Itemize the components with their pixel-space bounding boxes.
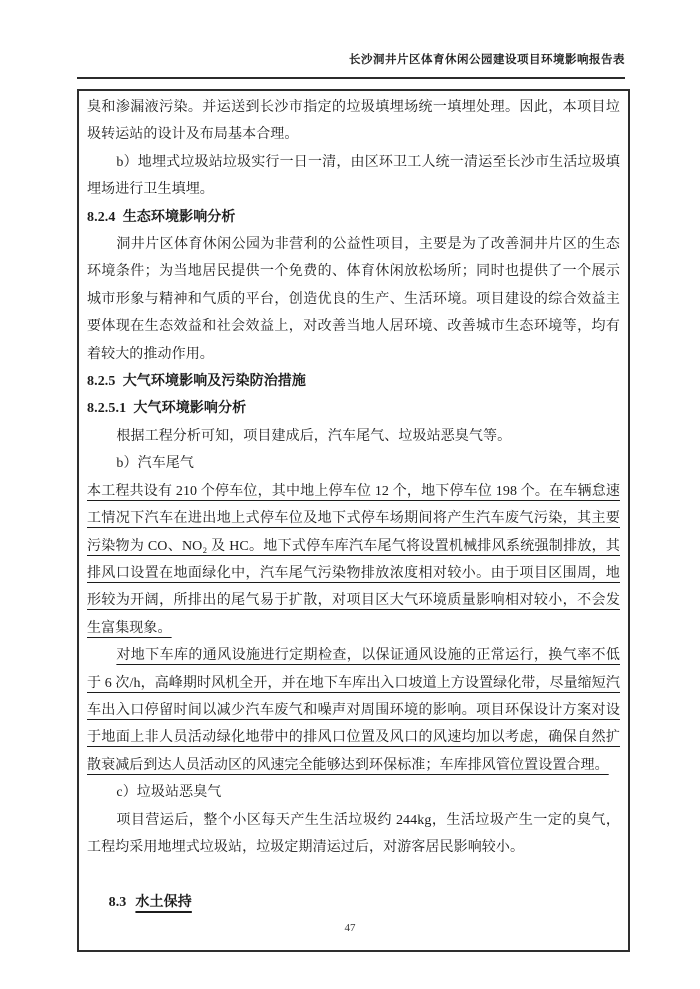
report-header-title: 长沙洞井片区体育休闲公园建设项目环境影响报告表 (349, 54, 625, 66)
para-vehicle-exhaust-label: b）汽车尾气 (116, 456, 194, 472)
heading-8-2-5-1: 8.2.5.1 大气环境影响分析 (87, 401, 247, 417)
para-parking-spaces-underlined: 本工程共设有 210 个停车位，其中地上停车位 12 个，地下停车位 198 个。在车辆怠速工情况下汽车在进出地上式停车位及地下式停车场期间将产生汽车废气污染，其主要污染物为 CO、NO₂ 及 HC。地下式停车库汽车尾气将设置机械排风系统强制排放，其排风口设置在地面绿化中，汽车尾气污染物排放浓度相对较小。由于项目区围周，地形较为开阔，所排出的尾气易于扩散，对项目区大气环境质量影响相对较小，不会发生富集现象。 (87, 483, 620, 636)
content-border-box (77, 89, 630, 952)
para-waste-continuation: 臭和渗漏液污染。并运送到长沙市指定的垃圾填埋场统一填埋处理。因此，本项目垃圾转运站的设计及布局基本合理。 (87, 100, 620, 143)
page-header (77, 0, 625, 79)
para-analysis-intro: 根据工程分析可知，项目建成后，汽车尾气、垃圾站恶臭气等。 (116, 428, 512, 444)
para-garbage-odor: 项目营运后，整个小区每天产生生活垃圾约 244kg，生活垃圾产生一定的臭气，工程均采用地埋式垃圾站，垃圾定期清运过后，对游客居民影响较小。 (87, 812, 620, 855)
para-buried-garbage-station: b）地埋式垃圾站垃圾实行一日一清，由区环卫工人统一清运至长沙市生活垃圾填埋场进行卫生填埋。 (87, 154, 620, 198)
para-garbage-odor-label: c）垃圾站恶臭气 (116, 785, 222, 801)
heading-8-2-4: 8.2.4 生态环境影响分析 (87, 209, 236, 225)
para-ecology-impact: 洞井片区体育休闲公园为非营利的公益性项目，主要是为了改善洞井片区的生态环境条件；为当地居民提供一个免费的、体育休闲放松场所；同时也提供了一个展示城市形象与精神和气质的平台，创造优良的生产、生活环境。项目建设的综合效益主要体现在生态效益和社会效益上，对改善当地人居环境、改善城市生态环境等，均有着较大的推动作用。 (87, 237, 620, 362)
header-divider (77, 77, 625, 79)
heading-8-3-number: 8.3 (108, 894, 127, 910)
page-number: 47 (344, 922, 356, 934)
heading-8-3-title: 水土保持 (135, 894, 192, 910)
para-ventilation-underlined: 对地下车库的通风设施进行定期检查，以保证通风设施的正常运行，换气率不低于 6 次/h，高峰期时风机全开，并在地下车库出入口坡道上方设置绿化带，尽量缩短汽车出入口停留时间以减少汽车废气和噪声对周围环境的影响。项目环保设计方案对设于地面上非人员活动绿化地带中的排风口位置及风口的风速均加以考虑，确保自然扩散衰减后到达人员活动区的风速完全能够达到环保标准；车库排风管位置设置合理。 (87, 648, 620, 773)
heading-8-2-5: 8.2.5 大气环境影响及污染防治措施 (87, 374, 306, 390)
